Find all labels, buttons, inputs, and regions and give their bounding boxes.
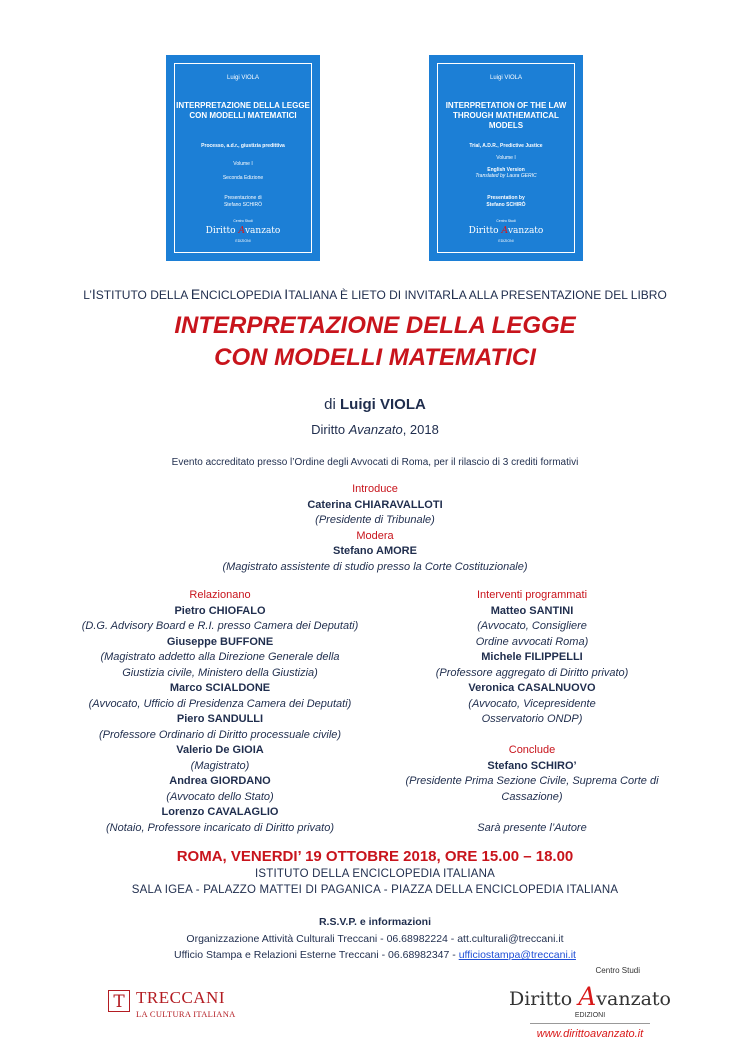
venue-line-2: SALA IGEA - PALAZZO MATTEI DI PAGANICA - PIAZZA DELLA ENCICLOPEDIA ITALIANA [131,884,619,896]
speaker-desc: (Avvocato, Ufficio di Presidenza Camera dei Deputati) [88,697,352,710]
speaker-desc: (Avvocato dello Stato) [166,790,274,803]
diritto-avanzato-logo [490,966,690,1048]
cover-presentation: Presentation by [487,195,525,201]
speaker-desc: (Professore Ordinario di Diritto processuale civile) [98,728,342,741]
speaker-name: Marco SCIALDONE [169,682,271,694]
book-cover-english [429,55,583,261]
speaker-desc: (Avvocato, Consigliere [477,620,587,632]
speaker-item [60,604,380,635]
book-title-line2: CON MODELLI MATEMATICI [214,344,536,371]
cover-title: INTERPRETAZIONE DELLA LEGGE CON MODELLI MATEMATICI [176,101,310,120]
modera-desc: (Magistrato assistente di studio presso la Corte Costituzionale) [222,560,528,573]
interventions-column [392,588,672,836]
speaker-item [60,635,380,682]
speaker-desc: (D.G. Advisory Board e R.I. presso Camera dei Deputati) [81,620,359,632]
cover-author: Luigi VIOLA [226,75,260,81]
modera-name: Stefano AMORE [333,545,417,557]
conclude-name: Stefano SCHIRO’ [487,759,577,772]
cover-edizioni: EDIZIONI [498,239,514,243]
speaker-item [392,681,672,728]
contact-line-2: Ufficio Stampa e Relazioni Esterne Treccani - 06.68982347 - ufficiostampa@treccani.it [174,949,576,961]
da-centro-studi: Centro Studi [595,966,640,975]
treccani-mark-icon: T [108,990,130,1012]
cover-edition: English Version [487,167,525,173]
publisher-line: Diritto Avanzato, 2018 [311,422,439,437]
press-email-link[interactable]: ufficiostampa@treccani.it [458,949,576,961]
cover-presenter: Stefano SCHIRÒ [223,202,263,208]
speaker-item [60,712,380,743]
speaker-item [392,650,672,681]
cover-volume: Volume I [233,161,253,167]
cover-edizioni: EDIZIONI [235,239,251,243]
cover-centro: Centro Studi [233,219,253,223]
speaker-desc: Giustizia civile, Ministero della Giustizia) [122,666,318,679]
contact-line-1: Organizzazione Attività Culturali Treccani - 06.68982224 - att.culturali@treccani.it [186,933,564,945]
treccani-logo [108,988,258,1028]
cover-publisher: Diritto Avanzato [205,226,281,236]
speaker-name: Giuseppe BUFFONE [166,635,274,648]
cover-edition: Seconda Edizione [222,175,264,181]
book-cover-italian [166,55,320,261]
da-edizioni: EDIZIONI [574,1012,606,1019]
book-title-line1: INTERPRETAZIONE DELLA LEGGE [174,312,576,339]
treccani-name: TRECCANI [136,988,225,1007]
speaker-name: Michele FILIPPELLI [481,651,583,663]
introduce-name: Caterina CHIARAVALLOTI [307,498,443,511]
cover-publisher: Diritto Avanzato [468,226,544,236]
speakers-label: Relazionano [189,589,251,601]
cover-translator: Translated by Laura GERIC [475,173,537,179]
speaker-name: Lorenzo CAVALAGLIO [161,806,279,818]
cover-presenter: Stefano SCHIRÒ [486,202,526,208]
speaker-name: Andrea GIORDANO [169,775,271,787]
modera-label: Modera [356,529,394,542]
cover-title: INTERPRETATION OF THE LAW THROUGH MATHEMATICAL MODELS [445,101,567,130]
da-website-link[interactable]: www.dirittoavanzato.it [536,1028,644,1040]
speaker-name: Piero SANDULLI [176,713,264,725]
speaker-name: Veronica CASALNUOVO [468,682,596,694]
conclude-desc: (Presidente Prima Sezione Civile, Suprema Corte di [405,775,659,787]
speaker-name: Pietro CHIOFALO [174,604,266,617]
rsvp-heading: R.S.V.P. e informazioni [318,916,432,928]
introduce-label: Introduce [352,483,398,495]
speaker-desc: (Avvocato, Vicepresidente [468,697,596,710]
conclude-desc: Cassazione) [501,790,563,803]
da-divider [530,1023,650,1024]
speaker-item [60,774,380,805]
event-date: ROMA, VENERDI’ 19 OTTOBRE 2018, ORE 15.00 – 18.00 [176,848,574,865]
cover-author: Luigi VIOLA [489,75,523,81]
cover-centro: Centro Studi [496,219,516,223]
invitation-line: L’ISTITUTO DELLA ENCICLOPEDIA ITALIANA È LIETO DI INVITARLA ALLA PRESENTAZIONE DEL LIBRO [83,286,667,302]
cover-volume: Volume I [496,155,516,161]
venue-line-1: ISTITUTO DELLA ENCICLOPEDIA ITALIANA [254,868,496,880]
speaker-name: Valerio De GIOIA [176,744,264,756]
book-title [0,310,750,374]
speaker-desc: Ordine avvocati Roma) [475,635,589,648]
speaker-desc: (Professore aggregato di Diritto privato) [435,666,629,679]
speaker-desc: Osservatorio ONDP) [481,713,583,725]
speaker-name: Matteo SANTINI [490,604,574,617]
author-present-note: Sarà presente l’Autore [477,821,587,834]
introduce-desc: (Presidente di Tribunale) [315,514,435,526]
speaker-item [392,604,672,651]
speaker-desc: (Magistrato addetto alla Direzione Generale della [100,651,340,663]
treccani-tagline: LA CULTURA ITALIANA [136,1009,236,1019]
cover-frame [174,63,312,253]
da-wordmark: Diritto Avanzato [509,982,671,1011]
speaker-desc: (Notaio, Professore incaricato di Diritto privato) [105,821,335,834]
cover-subtitle: Processo, a.d.r., giustizia predittiva [201,143,285,149]
accreditation-note: Evento accreditato presso l’Ordine degli Avvocati di Roma, per il rilascio di 3 crediti formativi [171,457,579,468]
chairs-block [0,482,750,575]
speaker-desc: (Magistrato) [190,759,250,772]
speakers-column [60,588,380,836]
interventions-label: Interventi programmati [476,589,588,601]
speaker-item [60,743,380,774]
speaker-item [60,805,380,836]
conclude-label: Conclude [508,744,556,756]
cover-presentation: Presentazione di [224,195,262,201]
author-line: di Luigi VIOLA [324,396,426,413]
cover-subtitle: Trial, A.D.R., Predictive Justice [469,143,543,149]
speaker-item [60,681,380,712]
